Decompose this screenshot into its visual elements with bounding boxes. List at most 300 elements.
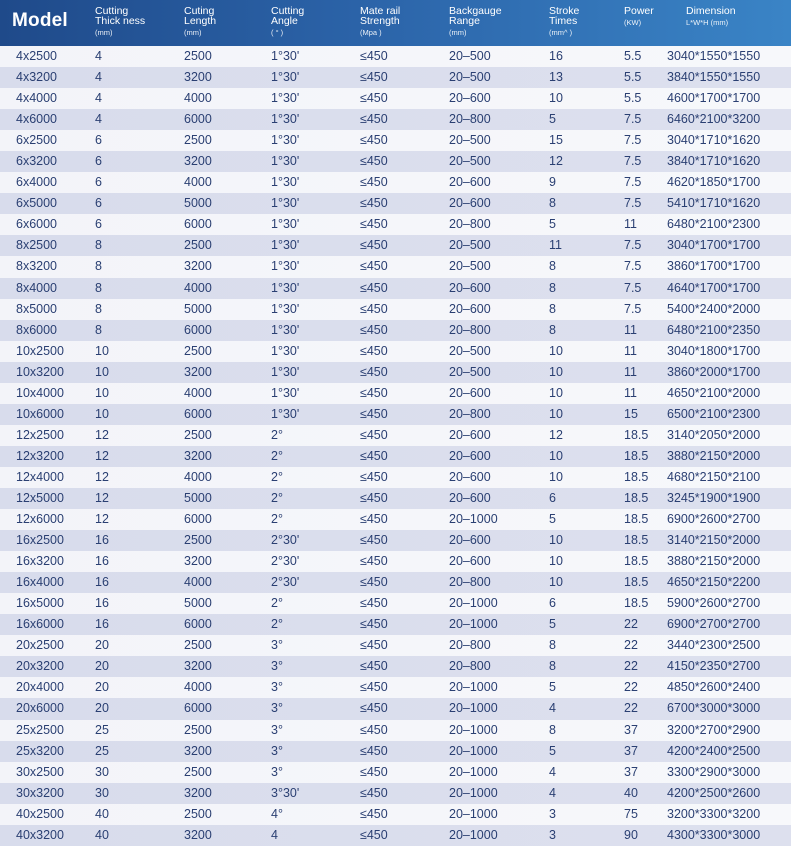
cell-power: 7.5 [624, 175, 642, 190]
header-title: Cutting Angle [271, 5, 305, 27]
cell-backgauge: 20–500 [449, 70, 491, 85]
cell-backgauge: 20–600 [449, 427, 491, 442]
cell-power: 7.5 [624, 259, 642, 274]
cell-model: 4x2500 [16, 49, 58, 63]
cell-thickness: 16 [95, 617, 109, 632]
cell-backgauge: 20–800 [449, 575, 491, 590]
cell-power: 15 [624, 406, 638, 421]
cell-backgauge: 20–500 [449, 238, 491, 253]
cell-thickness: 8 [95, 238, 102, 253]
cell-length: 3200 [184, 554, 212, 569]
table-row [0, 804, 791, 825]
cell-power: 7.5 [624, 154, 642, 169]
cell-length: 2500 [184, 764, 212, 779]
cell-strength: ≤450 [360, 70, 388, 85]
cell-strength: ≤450 [360, 301, 388, 316]
cell-model: 4x6000 [16, 112, 58, 127]
cell-strength: ≤450 [360, 238, 388, 253]
cell-strength: ≤450 [360, 659, 388, 674]
cell-backgauge: 20–600 [449, 91, 491, 106]
table-row [0, 635, 791, 656]
cell-model: 6x5000 [16, 196, 58, 211]
cell-strength: ≤450 [360, 638, 388, 653]
cell-backgauge: 20–600 [449, 533, 491, 548]
cell-model: 6x2500 [16, 133, 58, 148]
cell-dimension: 4150*2350*2700 [667, 659, 761, 674]
cell-power: 11 [624, 343, 637, 358]
cell-strength: ≤450 [360, 554, 388, 569]
table-row [0, 656, 791, 677]
table-row [0, 825, 791, 846]
cell-length: 2500 [184, 133, 212, 148]
cell-backgauge: 20–1000 [449, 806, 498, 821]
cell-backgauge: 20–600 [449, 469, 491, 484]
cell-length: 6000 [184, 406, 212, 421]
cell-dimension: 4650*2100*2000 [667, 385, 761, 400]
cell-dimension: 3880*2150*2000 [667, 448, 761, 463]
cell-backgauge: 20–600 [449, 196, 491, 211]
cell-dimension: 3440*2300*2500 [667, 638, 761, 653]
cell-model: 30x2500 [16, 764, 64, 779]
cell-length: 2500 [184, 806, 212, 821]
cell-length: 2500 [184, 49, 212, 63]
cell-thickness: 4 [95, 112, 102, 127]
header-cutting-thickness [95, 6, 145, 38]
cell-dimension: 6900*2700*2700 [667, 617, 761, 632]
table-row [0, 446, 791, 467]
cell-thickness: 4 [95, 91, 102, 106]
cell-thickness: 8 [95, 322, 102, 337]
cell-angle: 3° [271, 722, 283, 737]
cell-length: 4000 [184, 280, 212, 295]
cell-power: 18.5 [624, 533, 649, 548]
cell-strength: ≤450 [360, 385, 388, 400]
cell-stroke: 9 [549, 175, 556, 190]
cell-dimension: 3860*2000*1700 [667, 364, 761, 379]
cell-dimension: 3200*3300*3200 [667, 806, 761, 821]
cell-angle: 1°30' [271, 301, 300, 316]
table-row [0, 235, 791, 256]
cell-model: 16x4000 [16, 575, 64, 590]
cell-thickness: 40 [95, 806, 109, 821]
table-row [0, 614, 791, 635]
cell-backgauge: 20–500 [449, 49, 491, 63]
cell-length: 3200 [184, 70, 212, 85]
cell-stroke: 10 [549, 385, 563, 400]
table-row [0, 488, 791, 509]
table-row [0, 341, 791, 362]
cell-strength: ≤450 [360, 364, 388, 379]
cell-stroke: 4 [549, 764, 556, 779]
cell-thickness: 20 [95, 701, 109, 716]
cell-backgauge: 20–600 [449, 175, 491, 190]
table-row [0, 299, 791, 320]
table-row [0, 172, 791, 193]
cell-backgauge: 20–600 [449, 554, 491, 569]
cell-power: 7.5 [624, 112, 642, 127]
header-title: Cutting Thick ness [95, 5, 146, 27]
cell-thickness: 10 [95, 343, 109, 358]
cell-model: 12x3200 [16, 448, 64, 463]
table-row [0, 593, 791, 614]
cell-model: 12x2500 [16, 427, 64, 442]
cell-dimension: 3040*1550*1550 [667, 49, 761, 63]
cell-backgauge: 20–1000 [449, 680, 498, 695]
header-power [624, 6, 654, 28]
cell-backgauge: 20–600 [449, 301, 491, 316]
cell-power: 7.5 [624, 280, 642, 295]
cell-dimension: 3860*1700*1700 [667, 259, 761, 274]
cell-thickness: 12 [95, 427, 109, 442]
cell-model: 12x6000 [16, 512, 64, 527]
cell-angle: 1°30' [271, 238, 300, 253]
header-unit: (mm) [95, 28, 113, 37]
cell-strength: ≤450 [360, 722, 388, 737]
cell-thickness: 6 [95, 217, 102, 232]
cell-length: 6000 [184, 217, 212, 232]
cell-thickness: 6 [95, 154, 102, 169]
cell-strength: ≤450 [360, 343, 388, 358]
cell-stroke: 10 [549, 406, 563, 421]
cell-stroke: 8 [549, 301, 556, 316]
cell-power: 18.5 [624, 554, 649, 569]
cell-model: 8x5000 [16, 301, 58, 316]
cell-backgauge: 20–1000 [449, 743, 498, 758]
table-row [0, 741, 791, 762]
cell-angle: 1°30' [271, 70, 300, 85]
cell-strength: ≤450 [360, 806, 388, 821]
cell-thickness: 12 [95, 448, 109, 463]
table-row [0, 320, 791, 341]
cell-angle: 2°30' [271, 575, 300, 590]
cell-model: 40x3200 [16, 827, 64, 842]
cell-strength: ≤450 [360, 112, 388, 127]
cell-backgauge: 20–800 [449, 406, 491, 421]
cell-thickness: 20 [95, 680, 109, 695]
cell-dimension: 4200*2400*2500 [667, 743, 761, 758]
cell-dimension: 5400*2400*2000 [667, 301, 761, 316]
table-row [0, 677, 791, 698]
table-row [0, 383, 791, 404]
cell-length: 2500 [184, 343, 212, 358]
cell-backgauge: 20–800 [449, 322, 491, 337]
cell-thickness: 4 [95, 49, 102, 63]
header-title: Power [624, 5, 654, 17]
cell-power: 7.5 [624, 301, 642, 316]
cell-angle: 1°30' [271, 175, 300, 190]
cell-dimension: 5900*2600*2700 [667, 596, 761, 611]
cell-model: 8x2500 [16, 238, 58, 253]
cell-strength: ≤450 [360, 469, 388, 484]
cell-strength: ≤450 [360, 448, 388, 463]
header-title: Backgauge Range [449, 5, 502, 27]
cell-backgauge: 20–600 [449, 490, 491, 505]
cell-stroke: 15 [549, 133, 563, 148]
cell-length: 3200 [184, 259, 212, 274]
cell-length: 3200 [184, 448, 212, 463]
cell-backgauge: 20–500 [449, 154, 491, 169]
cell-angle: 1°30' [271, 112, 300, 127]
header-unit: (Mpa ) [360, 28, 382, 37]
cell-power: 11 [624, 217, 637, 232]
cell-angle: 3° [271, 701, 283, 716]
cell-power: 18.5 [624, 448, 649, 463]
cell-stroke: 8 [549, 259, 556, 274]
cell-stroke: 10 [549, 343, 563, 358]
cell-power: 75 [624, 806, 638, 821]
cell-stroke: 5 [549, 743, 556, 758]
cell-length: 6000 [184, 112, 212, 127]
cell-strength: ≤450 [360, 427, 388, 442]
cell-length: 5000 [184, 196, 212, 211]
cell-length: 2500 [184, 533, 212, 548]
cell-model: 10x3200 [16, 364, 64, 379]
cell-model: 6x6000 [16, 217, 58, 232]
cell-thickness: 12 [95, 490, 109, 505]
cell-angle: 2° [271, 512, 283, 527]
cell-power: 90 [624, 827, 638, 842]
cell-power: 22 [624, 617, 638, 632]
cell-length: 5000 [184, 301, 212, 316]
cell-backgauge: 20–1000 [449, 512, 498, 527]
cell-model: 16x3200 [16, 554, 64, 569]
cell-power: 18.5 [624, 469, 649, 484]
cell-length: 6000 [184, 617, 212, 632]
cell-length: 2500 [184, 722, 212, 737]
cell-length: 5000 [184, 596, 212, 611]
cell-stroke: 10 [549, 91, 563, 106]
cell-strength: ≤450 [360, 575, 388, 590]
cell-model: 6x3200 [16, 154, 58, 169]
cell-backgauge: 20–1000 [449, 617, 498, 632]
cell-stroke: 5 [549, 112, 556, 127]
cell-angle: 2° [271, 427, 283, 442]
cell-length: 3200 [184, 154, 212, 169]
cell-angle: 1°30' [271, 217, 300, 232]
header-unit: (mm^ ) [549, 28, 573, 37]
cell-length: 4000 [184, 575, 212, 590]
cell-power: 40 [624, 785, 638, 800]
cell-dimension: 6480*2100*2300 [667, 217, 761, 232]
cell-model: 16x2500 [16, 533, 64, 548]
table-body [0, 46, 791, 846]
cell-stroke: 10 [549, 533, 563, 548]
cell-strength: ≤450 [360, 785, 388, 800]
cell-strength: ≤450 [360, 133, 388, 148]
cell-thickness: 16 [95, 596, 109, 611]
table-row [0, 404, 791, 425]
table-row [0, 109, 791, 130]
table-header [0, 0, 791, 46]
cell-dimension: 4640*1700*1700 [667, 280, 761, 295]
cell-backgauge: 20–1000 [449, 764, 498, 779]
cell-thickness: 20 [95, 659, 109, 674]
table-row [0, 551, 791, 572]
cell-dimension: 3200*2700*2900 [667, 722, 761, 737]
cell-strength: ≤450 [360, 217, 388, 232]
cell-thickness: 25 [95, 722, 109, 737]
cell-model: 20x6000 [16, 701, 64, 716]
cell-dimension: 3040*1700*1700 [667, 238, 761, 253]
cell-power: 11 [624, 364, 637, 379]
cell-power: 11 [624, 322, 637, 337]
cell-dimension: 6900*2600*2700 [667, 512, 761, 527]
cell-thickness: 6 [95, 175, 102, 190]
cell-dimension: 3880*2150*2000 [667, 554, 761, 569]
cell-power: 22 [624, 680, 638, 695]
cell-stroke: 3 [549, 827, 556, 842]
cell-angle: 1°30' [271, 259, 300, 274]
cell-backgauge: 20–800 [449, 659, 491, 674]
cell-dimension: 3840*1710*1620 [667, 154, 761, 169]
cell-backgauge: 20–1000 [449, 722, 498, 737]
cell-power: 7.5 [624, 196, 642, 211]
cell-model: 8x4000 [16, 280, 58, 295]
cell-power: 37 [624, 764, 638, 779]
header-dimension [686, 6, 736, 28]
cell-length: 3200 [184, 743, 212, 758]
cell-angle: 4 [271, 827, 278, 842]
cell-strength: ≤450 [360, 259, 388, 274]
cell-model: 25x2500 [16, 722, 64, 737]
cell-power: 22 [624, 701, 638, 716]
cell-strength: ≤450 [360, 406, 388, 421]
header-title: Mate rail Strength [360, 5, 401, 27]
cell-stroke: 5 [549, 617, 556, 632]
header-title: Stroke Times [549, 5, 580, 27]
cell-strength: ≤450 [360, 764, 388, 779]
table-row [0, 530, 791, 551]
cell-stroke: 10 [549, 364, 563, 379]
header-unit: (mm) [449, 28, 467, 37]
cell-thickness: 6 [95, 133, 102, 148]
cell-stroke: 8 [549, 722, 556, 737]
cell-model: 4x4000 [16, 91, 58, 106]
cell-angle: 1°30' [271, 49, 300, 63]
cell-strength: ≤450 [360, 701, 388, 716]
cell-strength: ≤450 [360, 743, 388, 758]
cell-dimension: 4620*1850*1700 [667, 175, 761, 190]
table-row [0, 151, 791, 172]
cell-thickness: 16 [95, 554, 109, 569]
cell-length: 2500 [184, 638, 212, 653]
cell-model: 40x2500 [16, 806, 64, 821]
cell-length: 3200 [184, 659, 212, 674]
cell-length: 6000 [184, 512, 212, 527]
cell-model: 30x3200 [16, 785, 64, 800]
cell-model: 6x4000 [16, 175, 58, 190]
cell-length: 6000 [184, 322, 212, 337]
cell-dimension: 6500*2100*2300 [667, 406, 761, 421]
cell-angle: 2° [271, 469, 283, 484]
cell-thickness: 10 [95, 364, 109, 379]
cell-model: 10x4000 [16, 385, 64, 400]
cell-angle: 3° [271, 743, 283, 758]
table-row [0, 67, 791, 88]
cell-stroke: 12 [549, 154, 563, 169]
cell-model: 16x6000 [16, 617, 64, 632]
cell-model: 25x3200 [16, 743, 64, 758]
cell-stroke: 16 [549, 49, 563, 63]
cell-length: 5000 [184, 490, 212, 505]
cell-backgauge: 20–600 [449, 280, 491, 295]
cell-strength: ≤450 [360, 280, 388, 295]
cell-angle: 3° [271, 659, 283, 674]
cell-strength: ≤450 [360, 617, 388, 632]
cell-backgauge: 20–1000 [449, 785, 498, 800]
cell-stroke: 8 [549, 280, 556, 295]
cell-dimension: 6700*3000*3000 [667, 701, 761, 716]
cell-dimension: 3300*2900*3000 [667, 764, 761, 779]
cell-model: 16x5000 [16, 596, 64, 611]
cell-thickness: 10 [95, 406, 109, 421]
cell-strength: ≤450 [360, 596, 388, 611]
header-stroke-times [549, 6, 579, 38]
header-backgauge-range [449, 6, 502, 38]
table-row [0, 278, 791, 299]
cell-length: 3200 [184, 785, 212, 800]
cell-model: 12x4000 [16, 469, 64, 484]
cell-angle: 1°30' [271, 364, 300, 379]
cell-power: 18.5 [624, 512, 649, 527]
cell-backgauge: 20–1000 [449, 701, 498, 716]
cell-angle: 3° [271, 764, 283, 779]
cell-stroke: 8 [549, 638, 556, 653]
cell-dimension: 5410*1710*1620 [667, 196, 761, 211]
cell-length: 4000 [184, 91, 212, 106]
cell-strength: ≤450 [360, 49, 388, 63]
cell-power: 18.5 [624, 575, 649, 590]
cell-angle: 2°30' [271, 554, 300, 569]
cell-length: 3200 [184, 364, 212, 379]
cell-thickness: 12 [95, 469, 109, 484]
cell-angle: 1°30' [271, 91, 300, 106]
cell-angle: 2° [271, 596, 283, 611]
table-row [0, 130, 791, 151]
cell-thickness: 12 [95, 512, 109, 527]
cell-thickness: 40 [95, 827, 109, 842]
cell-model: 20x4000 [16, 680, 64, 695]
cell-length: 2500 [184, 238, 212, 253]
cell-angle: 1°30' [271, 343, 300, 358]
cell-stroke: 4 [549, 701, 556, 716]
cell-stroke: 5 [549, 512, 556, 527]
cell-thickness: 30 [95, 764, 109, 779]
cell-thickness: 16 [95, 533, 109, 548]
cell-length: 4000 [184, 680, 212, 695]
cell-dimension: 3040*1800*1700 [667, 343, 761, 358]
cell-power: 11 [624, 385, 637, 400]
cell-stroke: 10 [549, 575, 563, 590]
table-row [0, 425, 791, 446]
table-row [0, 46, 791, 67]
table-row [0, 467, 791, 488]
cell-thickness: 20 [95, 638, 109, 653]
cell-backgauge: 20–600 [449, 385, 491, 400]
cell-stroke: 4 [549, 785, 556, 800]
cell-power: 5.5 [624, 49, 642, 63]
header-model: Model [12, 10, 68, 31]
cell-stroke: 11 [549, 238, 562, 253]
cell-stroke: 3 [549, 806, 556, 821]
cell-model: 8x6000 [16, 322, 58, 337]
cell-model: 12x5000 [16, 490, 64, 505]
cell-power: 22 [624, 659, 638, 674]
cell-power: 18.5 [624, 490, 649, 505]
cell-thickness: 10 [95, 385, 109, 400]
table-row [0, 88, 791, 109]
cell-power: 5.5 [624, 70, 642, 85]
